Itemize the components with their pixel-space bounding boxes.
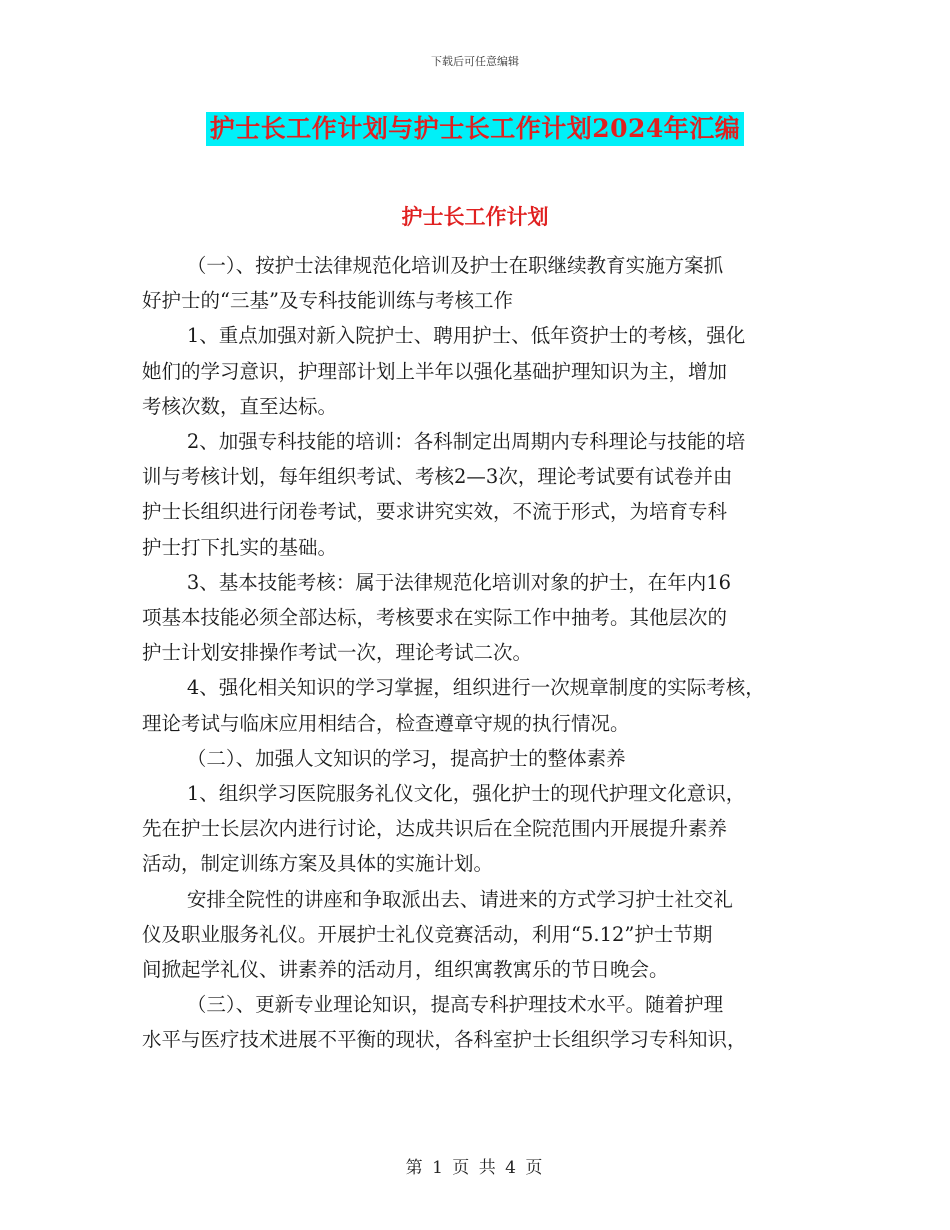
text-line: 4、强化相关知识的学习掌握，组织进行一次规章制度的实际考核，: [186, 676, 765, 700]
paragraph: [142, 248, 822, 318]
paragraph: [142, 424, 822, 565]
text-line: 1、组织学习医院服务礼仪文化，强化护士的现代护理文化意识，: [186, 782, 746, 806]
paragraph: [142, 318, 822, 424]
text-line: （三）、更新专业理论知识，提高专科护理技术水平。随着护理: [186, 993, 724, 1017]
text-line: （二）、加强人文知识的学习，提高护士的整体素养: [186, 746, 626, 770]
text-line: 好护士的“三基”及专科技能训练与考核工作: [142, 289, 513, 313]
paragraph: [142, 882, 822, 988]
text-line: 护士打下扎实的基础。: [142, 535, 338, 559]
paragraph: [142, 670, 822, 740]
section-title: 护士长工作计划: [401, 204, 549, 229]
paragraph: [142, 741, 822, 776]
text-line: 项基本技能必须全部达标，考核要求在实际工作中抽考。其他层次的: [142, 606, 728, 630]
text-line: 活动，制定训练方案及具体的实施计划。: [142, 852, 494, 876]
page-number-footer: 第 1 页 共 4 页: [405, 1158, 545, 1178]
paragraph: [142, 987, 822, 1057]
text-line: 仪及职业服务礼仪。开展护士礼仪竞赛活动，利用“5.12”护士节期: [142, 922, 713, 946]
text-line: 1、重点加强对新入院护士、聘用护士、低年资护士的考核，强化: [186, 324, 746, 348]
text-line: 先在护士长层次内进行讨论，达成共识后在全院范围内开展提升素养: [142, 817, 728, 841]
page-header-note: 下载后可任意编辑: [431, 55, 519, 68]
document-title-text: 护士长工作计划与护士长工作计划2024年汇编: [206, 112, 745, 146]
text-line: （一）、按护士法律规范化培训及护士在职继续教育实施方案抓: [186, 254, 724, 277]
text-line: 安排全院性的讲座和争取派出去、请进来的方式学习护士社交礼: [186, 887, 733, 911]
text-line: 考核次数，直至达标。: [142, 394, 338, 418]
text-line: 她们的学习意识，护理部计划上半年以强化基础护理知识为主，增加: [142, 359, 728, 383]
text-line: 护士计划安排操作考试一次，理论考试二次。: [142, 641, 533, 665]
text-line: 水平与医疗技术进展不平衡的现状，各科室护士长组织学习专科知识，: [142, 1028, 747, 1052]
text-line: 间掀起学礼仪、讲素养的活动月，组织寓教寓乐的节日晚会。: [142, 958, 669, 982]
text-line: 2、加强专科技能的培训：各科制定出周期内专科理论与技能的培: [186, 430, 746, 454]
text-line: 训与考核计划，每年组织考试、考核2—3次，理论考试要有试卷并由: [142, 465, 733, 489]
document-title: [0, 112, 950, 146]
text-line: 护士长组织进行闭卷考试，要求讲究实效，不流于形式，为培育专科: [142, 500, 728, 524]
document-body: [142, 248, 822, 1058]
paragraph: [142, 565, 822, 671]
paragraph: [142, 776, 822, 882]
text-line: 理论考试与临床应用相结合，检查遵章守规的执行情况。: [142, 711, 630, 735]
text-line: 3、基本技能考核：属于法律规范化培训对象的护士，在年内16: [186, 570, 732, 594]
